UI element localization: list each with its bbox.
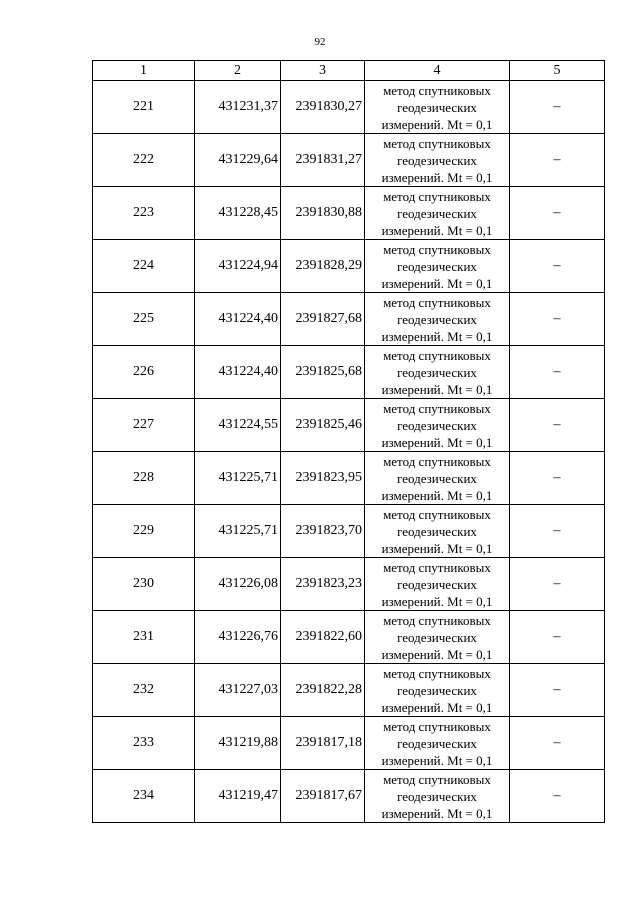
method-cell: метод спутниковых геодезических измерений. Mt = 0,1 (365, 770, 510, 823)
note-cell: – (510, 293, 605, 346)
table-header-row (93, 61, 605, 81)
header-col-3: 3 (281, 61, 365, 81)
x-coordinate-cell: 431226,08 (195, 558, 281, 611)
y-coordinate-cell: 2391830,88 (281, 187, 365, 240)
table-row (93, 187, 605, 240)
note-cell: – (510, 664, 605, 717)
table-row (93, 81, 605, 134)
point-number-cell: 224 (93, 240, 195, 293)
y-coordinate-cell: 2391831,27 (281, 134, 365, 187)
x-coordinate-cell: 431228,45 (195, 187, 281, 240)
note-cell: – (510, 346, 605, 399)
table-row (93, 505, 605, 558)
table-row (93, 664, 605, 717)
y-coordinate-cell: 2391823,70 (281, 505, 365, 558)
note-cell: – (510, 240, 605, 293)
method-cell: метод спутниковых геодезических измерений. Mt = 0,1 (365, 399, 510, 452)
table-row (93, 346, 605, 399)
x-coordinate-cell: 431219,88 (195, 717, 281, 770)
coordinates-table (92, 60, 605, 823)
note-cell: – (510, 770, 605, 823)
x-coordinate-cell: 431224,40 (195, 346, 281, 399)
point-number-cell: 226 (93, 346, 195, 399)
table-row (93, 240, 605, 293)
method-cell: метод спутниковых геодезических измерений. Mt = 0,1 (365, 558, 510, 611)
table-row (93, 717, 605, 770)
y-coordinate-cell: 2391825,68 (281, 346, 365, 399)
note-cell: – (510, 187, 605, 240)
note-cell: – (510, 717, 605, 770)
point-number-cell: 230 (93, 558, 195, 611)
method-cell: метод спутниковых геодезических измерений. Mt = 0,1 (365, 664, 510, 717)
method-cell: метод спутниковых геодезических измерений. Mt = 0,1 (365, 611, 510, 664)
note-cell: – (510, 611, 605, 664)
note-cell: – (510, 558, 605, 611)
x-coordinate-cell: 431227,03 (195, 664, 281, 717)
y-coordinate-cell: 2391828,29 (281, 240, 365, 293)
method-cell: метод спутниковых геодезических измерений. Mt = 0,1 (365, 293, 510, 346)
y-coordinate-cell: 2391825,46 (281, 399, 365, 452)
y-coordinate-cell: 2391822,28 (281, 664, 365, 717)
header-col-2: 2 (195, 61, 281, 81)
y-coordinate-cell: 2391827,68 (281, 293, 365, 346)
point-number-cell: 228 (93, 452, 195, 505)
header-col-5: 5 (510, 61, 605, 81)
table-row (93, 452, 605, 505)
table-row (93, 770, 605, 823)
note-cell: – (510, 399, 605, 452)
point-number-cell: 221 (93, 81, 195, 134)
y-coordinate-cell: 2391830,27 (281, 81, 365, 134)
method-cell: метод спутниковых геодезических измерений. Mt = 0,1 (365, 134, 510, 187)
y-coordinate-cell: 2391817,67 (281, 770, 365, 823)
table-row (93, 134, 605, 187)
method-cell: метод спутниковых геодезических измерений. Mt = 0,1 (365, 346, 510, 399)
point-number-cell: 222 (93, 134, 195, 187)
method-cell: метод спутниковых геодезических измерений. Mt = 0,1 (365, 81, 510, 134)
x-coordinate-cell: 431224,55 (195, 399, 281, 452)
x-coordinate-cell: 431229,64 (195, 134, 281, 187)
point-number-cell: 227 (93, 399, 195, 452)
point-number-cell: 233 (93, 717, 195, 770)
point-number-cell: 231 (93, 611, 195, 664)
note-cell: – (510, 452, 605, 505)
note-cell: – (510, 81, 605, 134)
table-row (93, 611, 605, 664)
point-number-cell: 229 (93, 505, 195, 558)
header-col-4: 4 (365, 61, 510, 81)
method-cell: метод спутниковых геодезических измерений. Mt = 0,1 (365, 717, 510, 770)
y-coordinate-cell: 2391823,23 (281, 558, 365, 611)
point-number-cell: 223 (93, 187, 195, 240)
header-col-1: 1 (93, 61, 195, 81)
table-body (93, 81, 605, 823)
x-coordinate-cell: 431224,40 (195, 293, 281, 346)
method-cell: метод спутниковых геодезических измерений. Mt = 0,1 (365, 187, 510, 240)
table-row (93, 293, 605, 346)
x-coordinate-cell: 431225,71 (195, 505, 281, 558)
y-coordinate-cell: 2391817,18 (281, 717, 365, 770)
x-coordinate-cell: 431231,37 (195, 81, 281, 134)
point-number-cell: 234 (93, 770, 195, 823)
method-cell: метод спутниковых геодезических измерений. Mt = 0,1 (365, 240, 510, 293)
method-cell: метод спутниковых геодезических измерений. Mt = 0,1 (365, 452, 510, 505)
note-cell: – (510, 505, 605, 558)
y-coordinate-cell: 2391823,95 (281, 452, 365, 505)
y-coordinate-cell: 2391822,60 (281, 611, 365, 664)
note-cell: – (510, 134, 605, 187)
point-number-cell: 232 (93, 664, 195, 717)
x-coordinate-cell: 431225,71 (195, 452, 281, 505)
page-number: 92 (314, 36, 326, 48)
method-cell: метод спутниковых геодезических измерений. Mt = 0,1 (365, 505, 510, 558)
table-row (93, 399, 605, 452)
table-row (93, 558, 605, 611)
x-coordinate-cell: 431226,76 (195, 611, 281, 664)
x-coordinate-cell: 431219,47 (195, 770, 281, 823)
point-number-cell: 225 (93, 293, 195, 346)
x-coordinate-cell: 431224,94 (195, 240, 281, 293)
